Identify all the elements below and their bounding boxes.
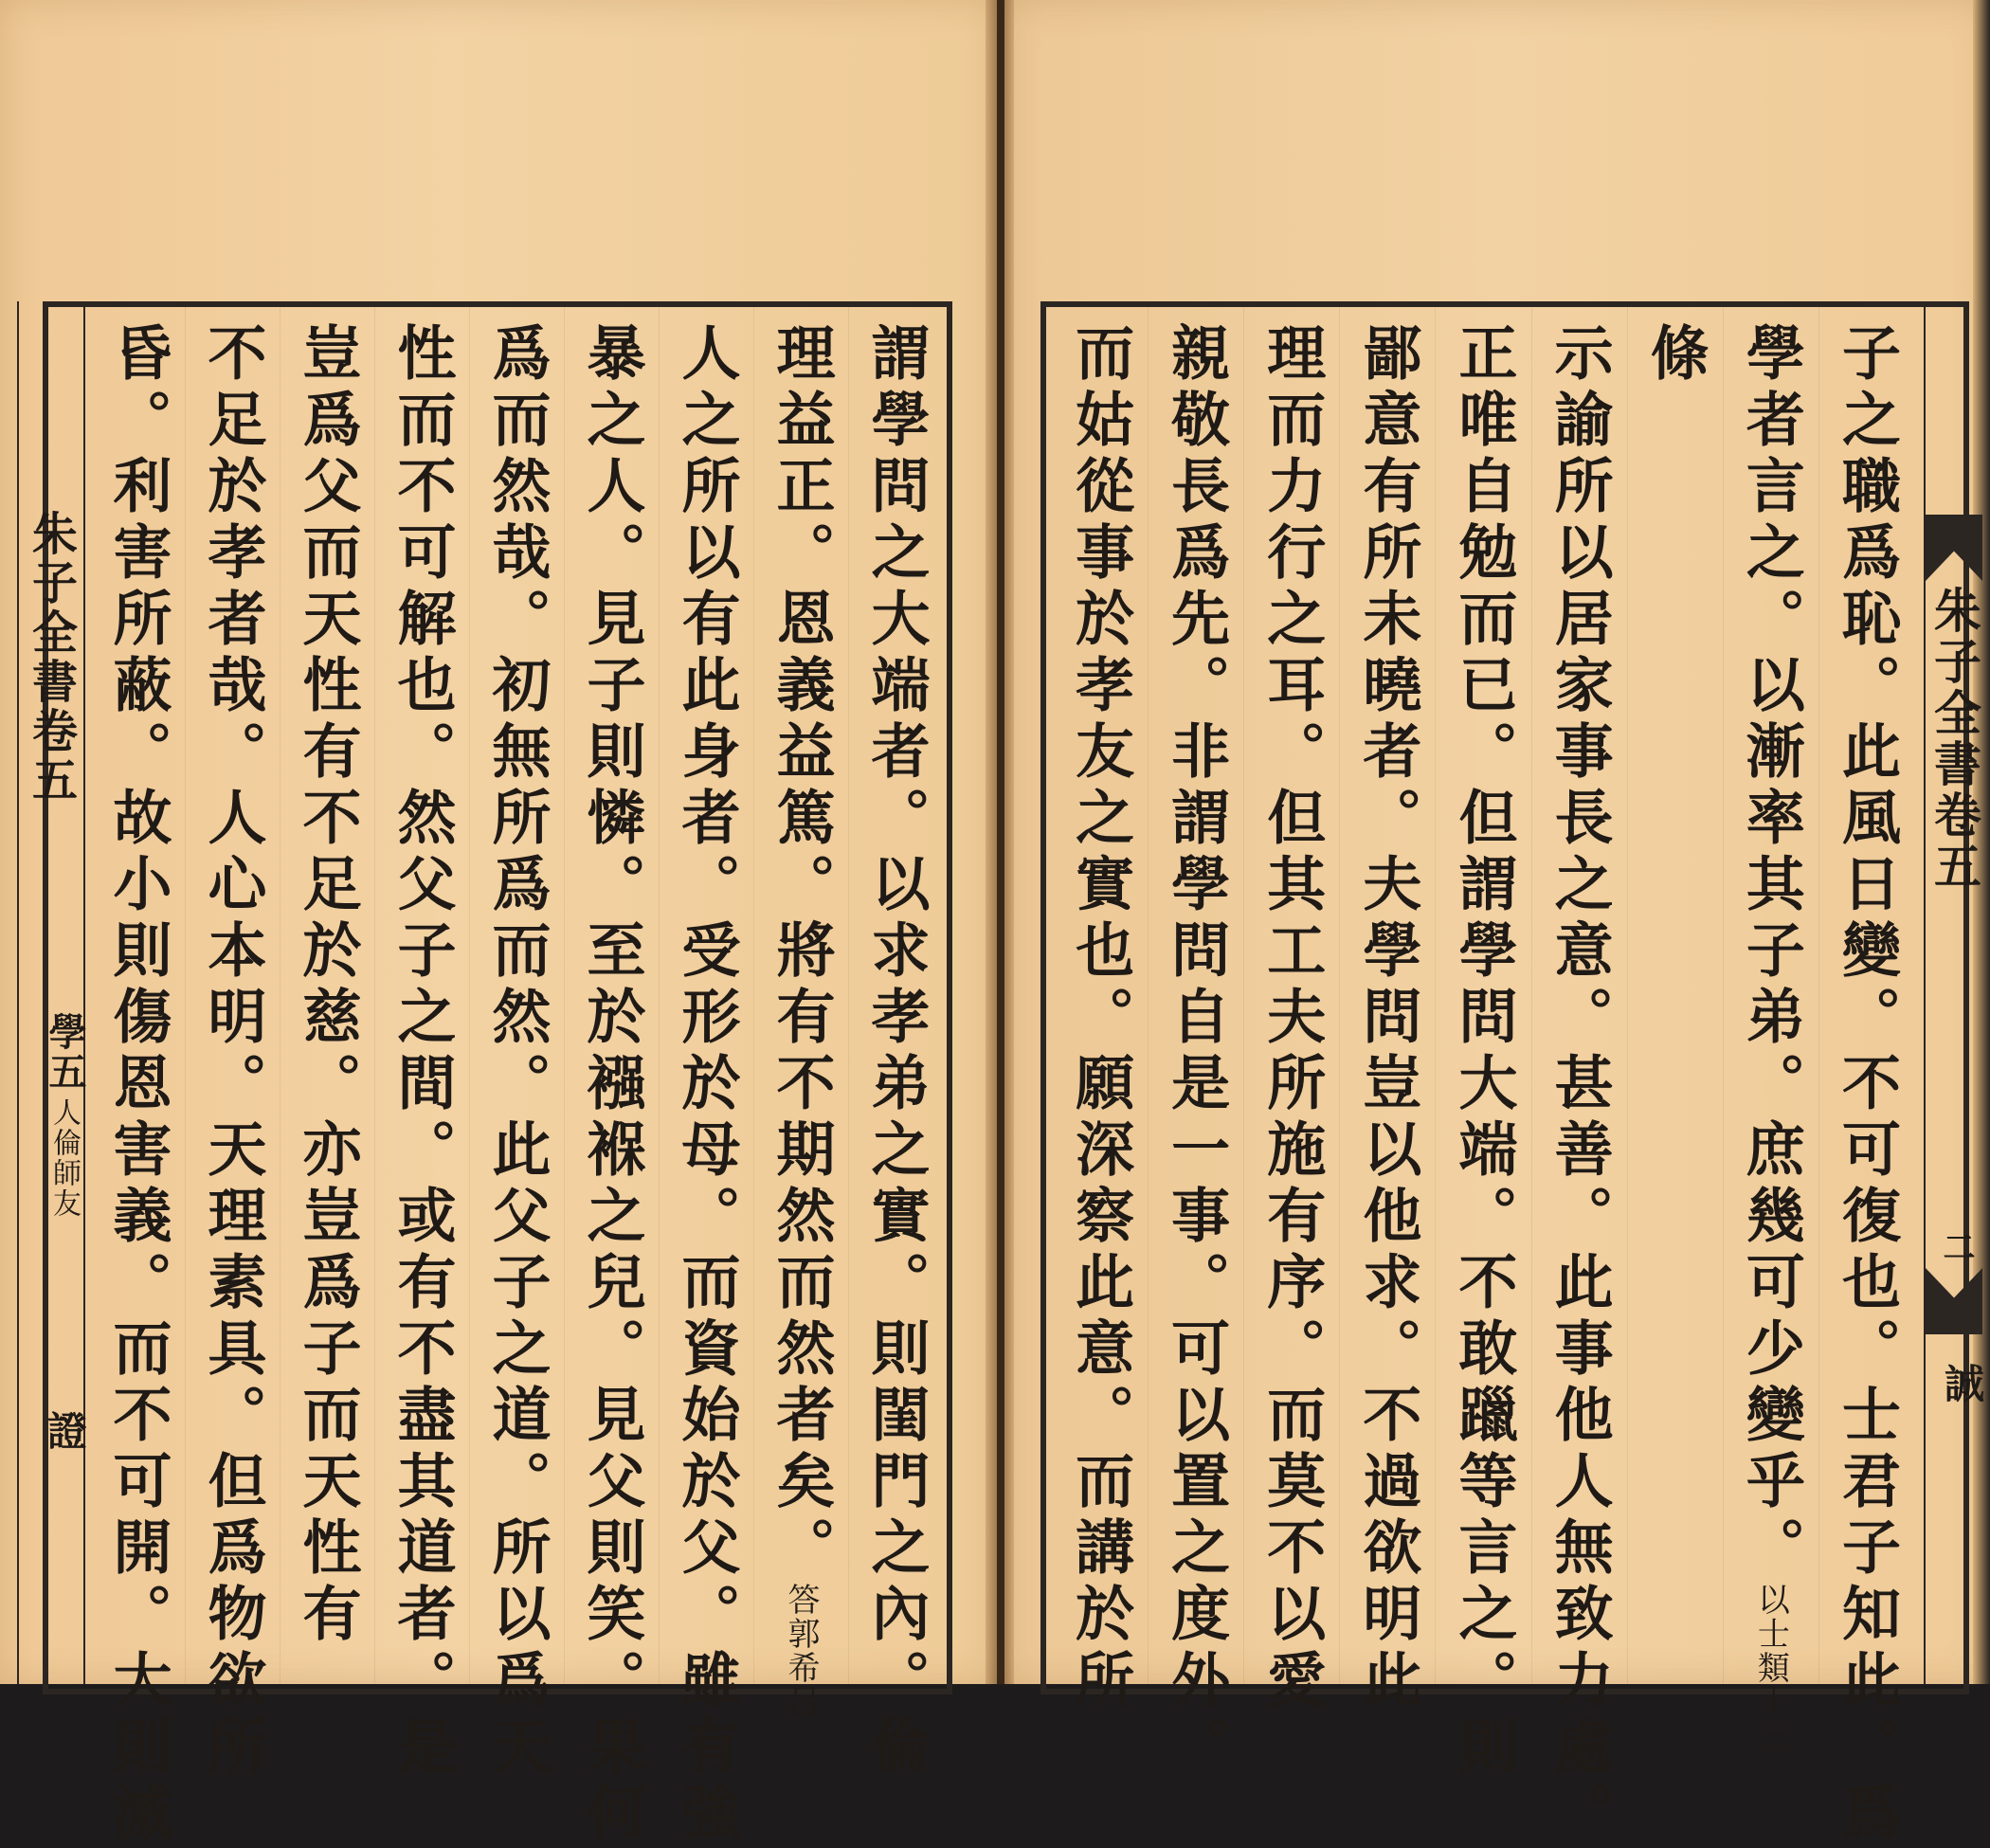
left-column-9: 昏。利害所蔽。故小則傷恩害義。而不可開。大則滅	[103, 322, 172, 1848]
left-column-rule	[564, 307, 565, 1684]
left-inline-note	[782, 1583, 820, 1719]
left-column-rule	[374, 307, 375, 1684]
left-column-4: 暴之人。見子則憐。至於襁褓之兒。見父則笑。果何	[577, 322, 646, 1848]
right-column-5: 正唯自勉而已。但謂學問大端。不敢躐等言之。則	[1449, 322, 1518, 1782]
left-column-1: 謂學問之大端者。以求孝弟之實。則閨門之內。倫	[861, 322, 931, 1782]
right-fish-tail-top	[1926, 515, 1982, 581]
left-column-rule	[185, 307, 186, 1684]
left-text-block	[90, 322, 943, 1848]
right-book-title: 朱子全書卷五	[1927, 586, 1982, 893]
right-page-mark: 誠	[1939, 1363, 1985, 1403]
right-column-6: 鄙意有所未曉者。夫學問豈以他求。不過欲明此	[1352, 322, 1422, 1715]
left-column-rule	[753, 307, 754, 1684]
left-chapter-label: 學五	[43, 1012, 87, 1092]
right-note-line: 類十三	[1751, 1651, 1790, 1753]
right-center-strip	[1924, 301, 1985, 1684]
left-column-2: 理益正。恩義益篤。將有不期然而然者矣。答郭希呂	[767, 322, 836, 1719]
left-note-line: 答郭	[782, 1583, 820, 1651]
left-center-strip	[17, 301, 88, 1684]
left-column-rule	[659, 307, 660, 1684]
right-fish-tail-bottom	[1926, 1268, 1982, 1334]
left-note-line: 希呂	[782, 1651, 820, 1719]
left-column-7: 豈爲父而天性有不足於慈。亦豈爲子而天性有	[293, 322, 362, 1649]
right-column-rule	[1148, 307, 1149, 1684]
right-note-line: 以士	[1751, 1583, 1790, 1651]
right-column-8: 親敬長爲先。非謂學問自是一事。可以置之度外。	[1161, 322, 1231, 1782]
left-column-6: 性而不可解也。然父子之間。或有不盡其道者。是	[388, 322, 457, 1782]
left-column-5: 爲而然哉。初無所爲而然。此父子之道。所以爲天	[482, 322, 552, 1782]
right-column-7: 理而力行之耳。但其工夫所施有序。而莫不以愛	[1257, 322, 1327, 1715]
right-column-rule	[1243, 307, 1244, 1684]
left-columns	[90, 322, 943, 1848]
right-column-rule	[1435, 307, 1436, 1684]
right-columns	[1052, 322, 1914, 1848]
right-column-rule	[1531, 307, 1532, 1684]
left-page-mark: 證	[42, 1410, 88, 1450]
right-text-block	[1052, 322, 1914, 1848]
left-column-rule	[469, 307, 470, 1684]
book-gutter	[986, 0, 1014, 1684]
left-column-3: 人之所以有此身者。受形於母。而資始於父。雖有強	[672, 322, 741, 1848]
left-column-rule	[848, 307, 849, 1684]
right-column-rule	[1723, 307, 1724, 1684]
right-column-rule	[1339, 307, 1340, 1684]
right-column-9: 而姑從事於孝友之實也。願深察此意。而講於所	[1065, 322, 1135, 1715]
left-book-title: 朱子全書卷五	[24, 510, 78, 806]
right-inline-note	[1751, 1583, 1789, 1753]
left-section-label: 人倫師友	[47, 1097, 81, 1219]
right-column-rule	[1627, 307, 1628, 1684]
right-page-number: 二	[1937, 1230, 1975, 1262]
right-column-rule	[1818, 307, 1819, 1684]
right-column-3: 條	[1640, 322, 1710, 389]
right-column-4: 示諭所以居家事長之意。甚善。此事他人無致力處。	[1545, 322, 1615, 1848]
left-column-8: 不足於孝者哉。人心本明。天理素具。但爲物欲所	[198, 322, 267, 1782]
right-column-1: 子之職爲恥。此風日變。不可復也。士君子知此。爲	[1832, 322, 1902, 1848]
right-column-2: 學者言之。以漸率其子弟。庶幾可少變乎。以士類十三	[1736, 322, 1806, 1753]
